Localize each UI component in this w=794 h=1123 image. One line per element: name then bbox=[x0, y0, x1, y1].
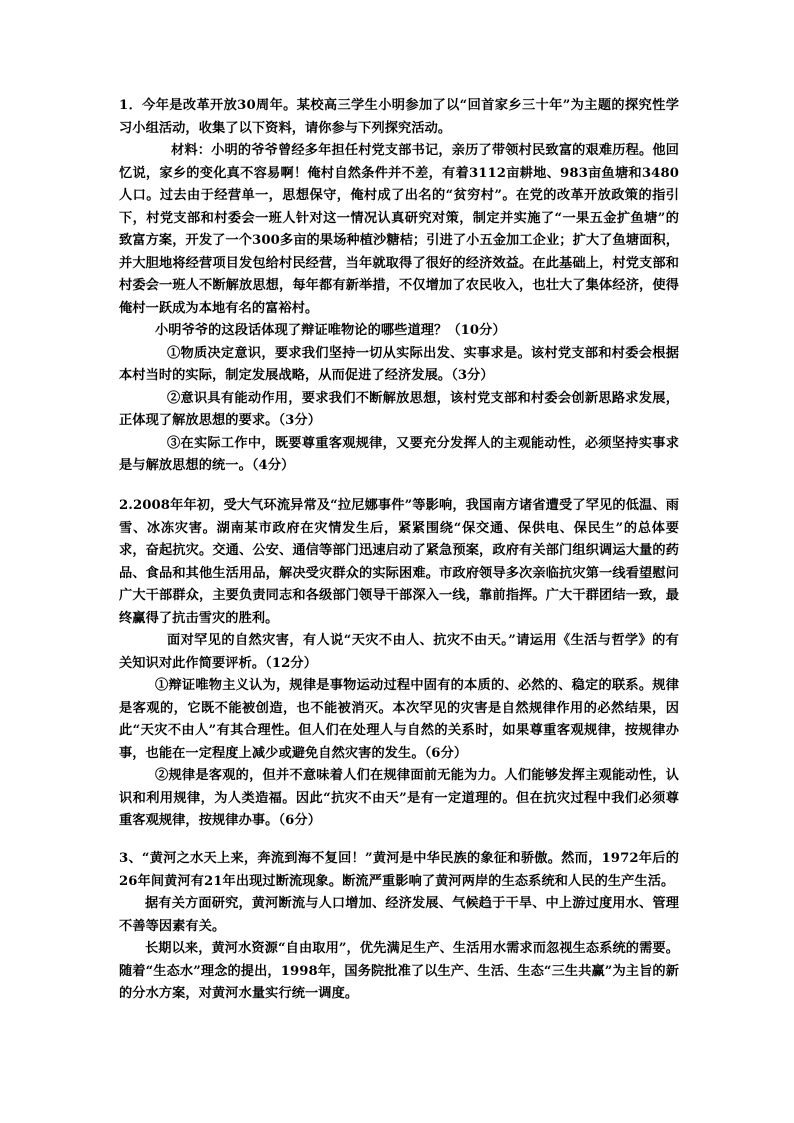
question-3 bbox=[119, 848, 679, 1006]
question-1-stem: 1．今年是改革开放30周年。某校高三学生小明参加了以“回首家乡三十年”为主题的探究性学习小组活动，收集了以下资料，请你参与下列探究活动。 bbox=[119, 98, 679, 136]
question-1 bbox=[119, 95, 679, 478]
question-1-answer-3: ③在实际工作中，既要尊重客观规律，又要充分发挥人的主观能动性，必须坚持实事求是与解放思想的统一。（4分） bbox=[119, 435, 679, 473]
question-3-paragraph-1: 据有关方面研究，黄河断流与人口增加、经济发展、气候趋于干旱、中上游过度用水、管理不善等因素有关。 bbox=[119, 896, 679, 934]
question-1-material: 材料：小明的爷爷曾经多年担任村党支部书记，亲历了带领村民致富的艰难历程。他回忆说，家乡的变化真不容易啊！俺村自然条件并不差，有着3112亩耕地、983亩鱼塘和3480人口。过去由于经营单一，思想保守，俺村成了出名的“贫穷村”。在党的改革开放政策的指引下，村党支部和村委会一班人针对这一情况认真研究对策，制定并实施了“一果五金扩鱼塘”的致富方案，开发了一个300多亩的果场种植沙糖桔；引进了小五金加工企业；扩大了鱼塘面积，并大胆地将经营项目发包给村民经营，当年就取得了很好的经济效益。在此基础上，村党支部和村委会一班人不断解放思想，每年都有新举措，不仅增加了农民收入，也壮大了集体经济，使得俺村一跃成为本地有名的富裕村。 bbox=[119, 143, 679, 316]
question-3-stem: 3、“黄河之水天上来，奔流到海不复回！”黄河是中华民族的象征和骄傲。然而，1972年后的26年间黄河有21年出现过断流现象。断流严重影响了黄河两岸的生态系统和人民的生产生活。 bbox=[119, 851, 679, 889]
question-2-stem: 2.2008年年初，受大气环流异常及“拉尼娜事件”等影响，我国南方诸省遭受了罕见的低温、雨雪、冰冻灾害。湖南某市政府在灾情发生后，紧紧围绕“保交通、保供电、保民生”的总体要求，奋起抗灾。交通、公安、通信等部门迅速启动了紧急预案，政府有关部门组织调运大量的药品、食品和其他生活用品，解决受灾群众的实际困难。市政府领导多次亲临抗灾第一线看望慰问广大干部群众，主要负责同志和各级部门领导干部深入一线，靠前指挥。广大干群团结一致，最终赢得了抗击雪灾的胜利。 bbox=[119, 498, 679, 626]
question-2 bbox=[119, 495, 679, 833]
question-1-answer-2: ②意识具有能动作用，要求我们不断解放思想，该村党支部和村委会创新思路求发展，正体现了解放思想的要求。（3分） bbox=[119, 390, 679, 428]
question-3-paragraph-2: 长期以来，黄河水资源“自由取用”，优先满足生产、生活用水需求而忽视生态系统的需要。随着“生态水”理念的提出，1998年，国务院批准了以生产、生活、生态“三生共赢”为主旨的新的分水方案，对黄河水量实行统一调度。 bbox=[119, 941, 679, 1001]
question-2-prompt: 面对罕见的自然灾害，有人说“天灾不由人、抗灾不由天。”请运用《生活与哲学》的有关知识对此作简要评析。（12分） bbox=[119, 633, 679, 671]
question-2-answer-1: ①辩证唯物主义认为，规律是事物运动过程中固有的本质的、必然的、稳定的联系。规律是客观的，它既不能被创造，也不能被消灭。本次罕见的灾害是自然规律作用的必然结果，因此“天灾不由人”有其合理性。但人们在处理人与自然的关系时，如果尊重客观规律，按规律办事，也能在一定程度上减少或避免自然灾害的发生。（6分） bbox=[119, 678, 679, 761]
question-2-answer-2: ②规律是客观的，但并不意味着人们在规律面前无能为力。人们能够发挥主观能动性，认识和利用规律，为人类造福。因此“抗灾不由天”是有一定道理的。但在抗灾过程中我们必须尊重客观规律，按规律办事。（6分） bbox=[119, 768, 679, 828]
question-1-prompt: 小明爷爷的这段话体现了辩证唯物论的哪些道理？（10分） bbox=[155, 323, 506, 338]
question-1-answer-1: ①物质决定意识，要求我们坚持一切从实际出发、实事求是。该村党支部和村委会根据本村当时的实际，制定发展战略，从而促进了经济发展。（3分） bbox=[119, 345, 679, 383]
